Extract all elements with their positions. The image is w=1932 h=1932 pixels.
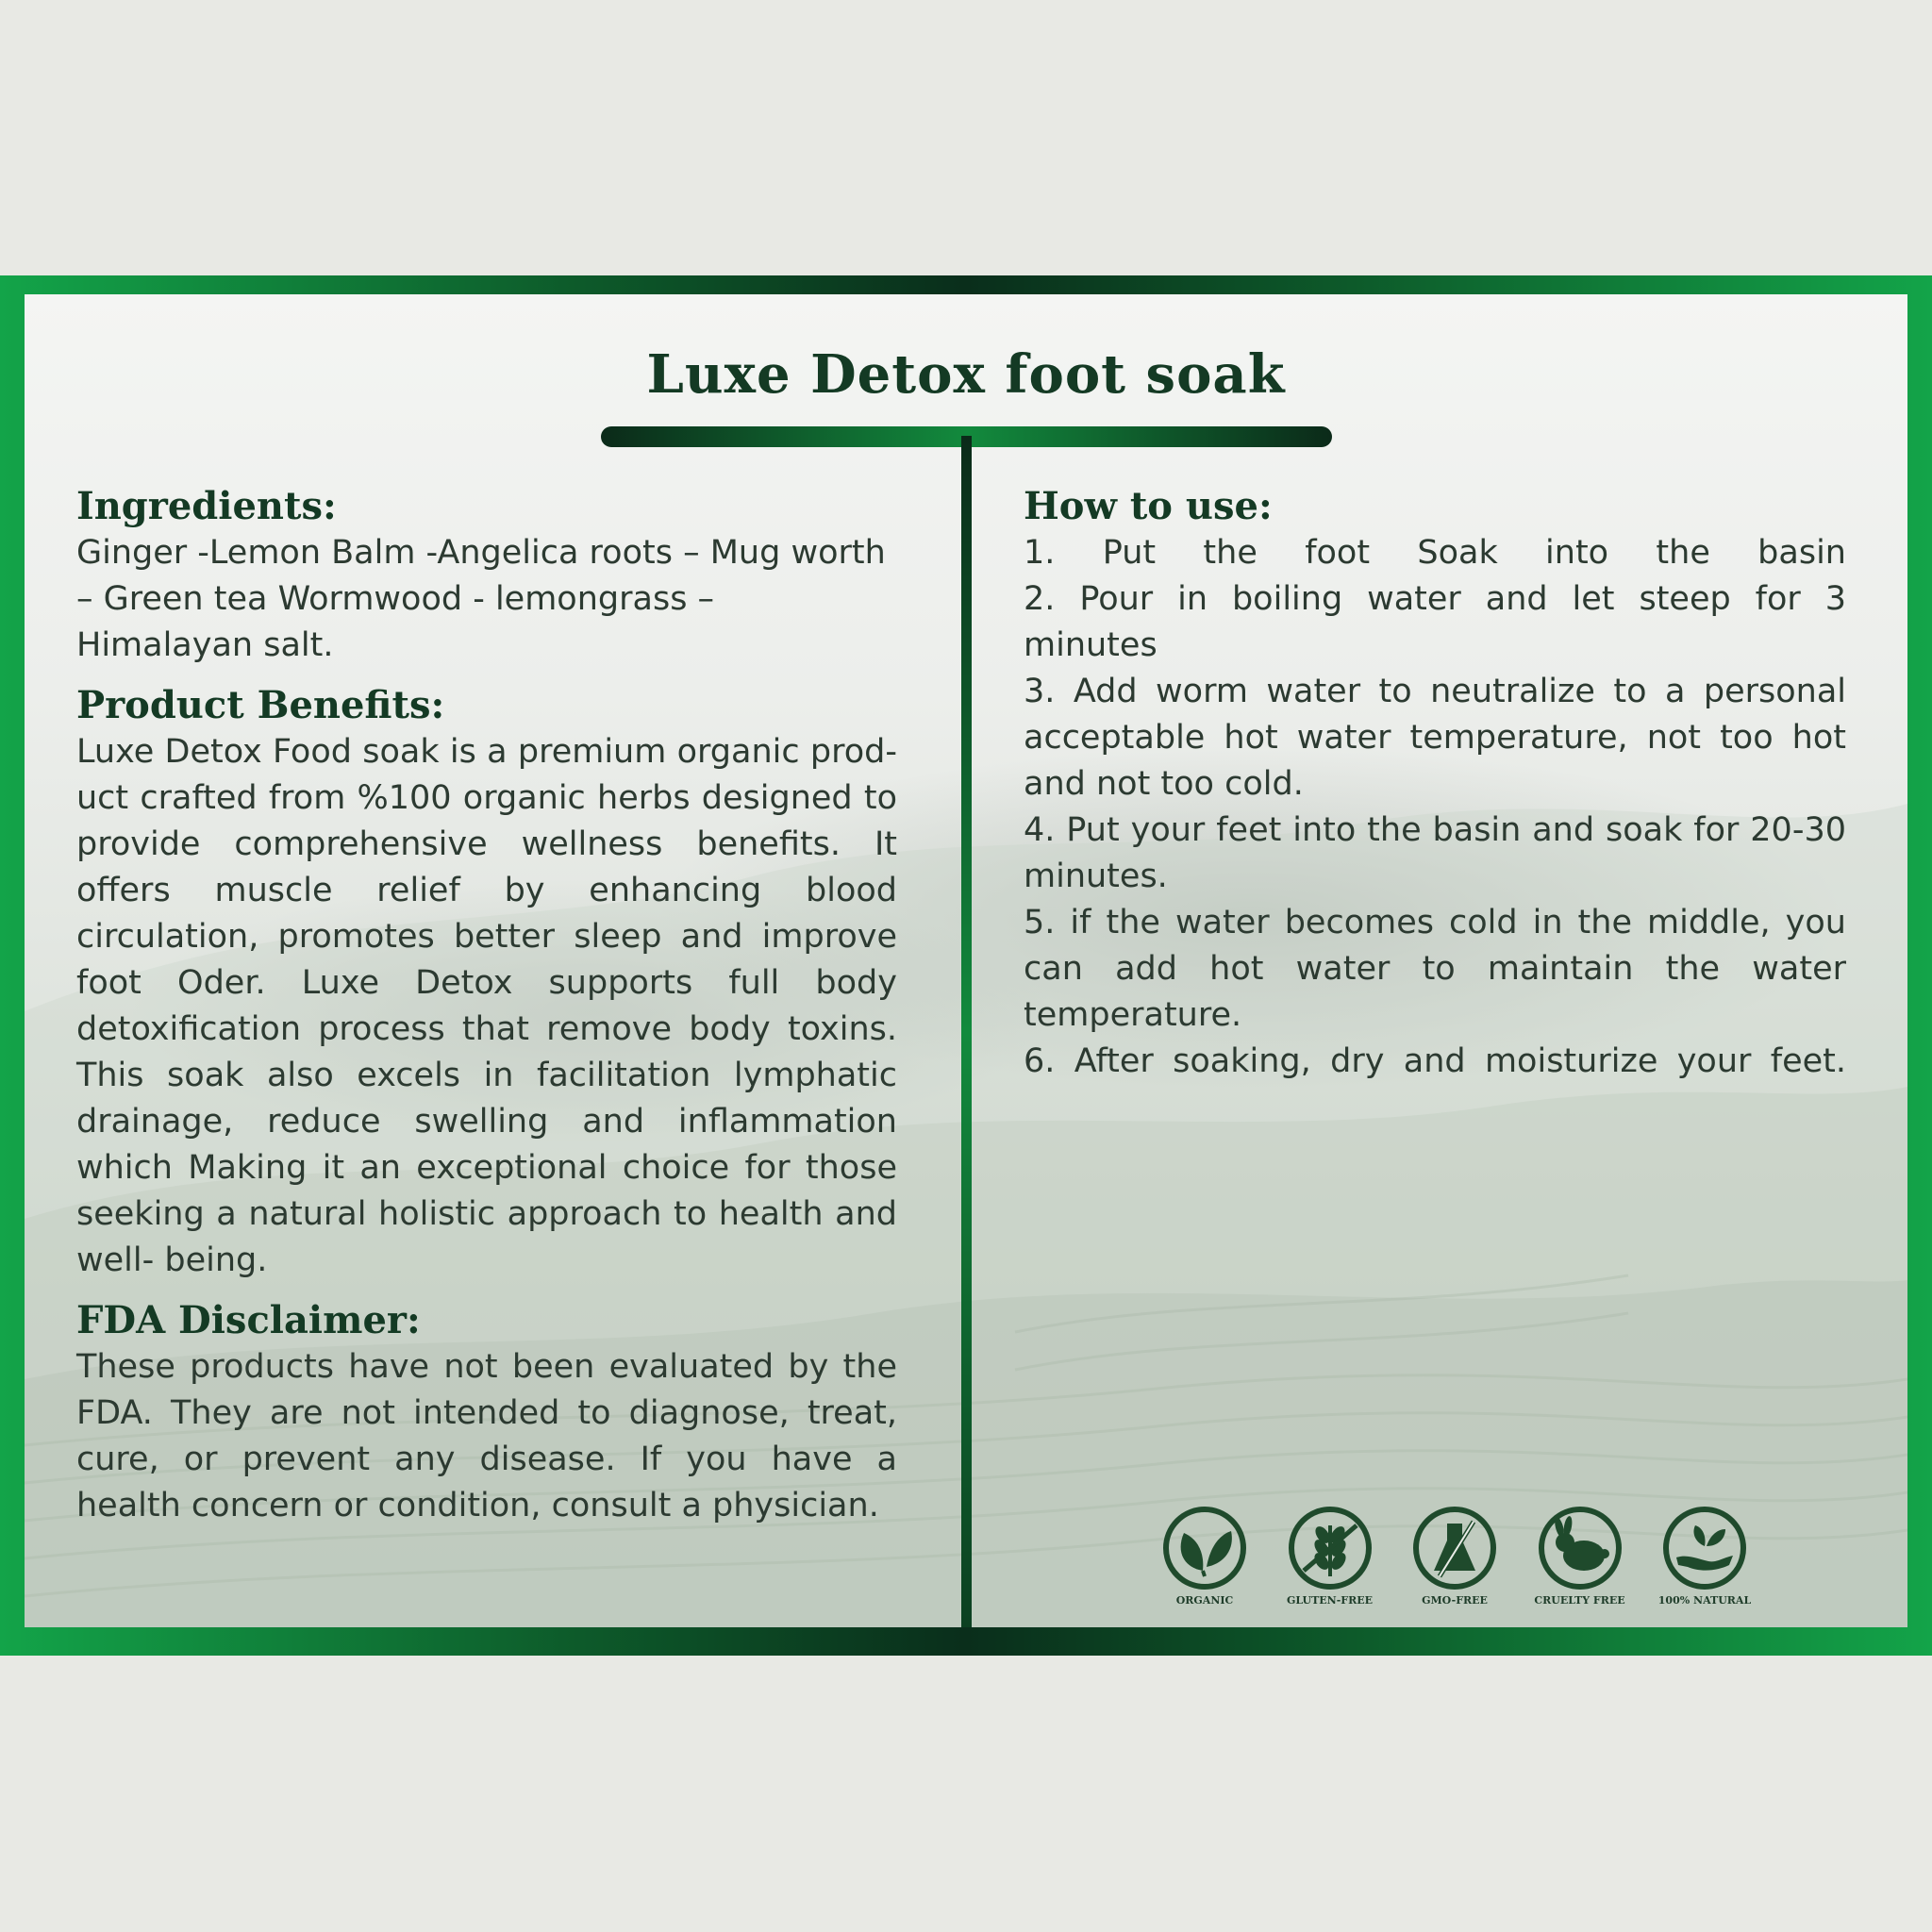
badge-label: CRUELTY FREE bbox=[1534, 1594, 1625, 1607]
wheat-crossed-icon bbox=[1287, 1505, 1374, 1591]
leaves-icon bbox=[1161, 1505, 1248, 1591]
badge-organic bbox=[1153, 1505, 1257, 1618]
badge-gmo-free bbox=[1403, 1505, 1507, 1618]
badge-label: GMO-FREE bbox=[1422, 1594, 1488, 1607]
how-to-use-heading: How to use: bbox=[1024, 484, 1273, 528]
step-item: 2. Pour in boiling water and let steep for 3 minutes bbox=[1024, 580, 1846, 664]
step-item: 3. Add worm water to neutralize to a personal acceptable hot water temperature, not too hot and not too cold. bbox=[1024, 673, 1846, 803]
label-panel bbox=[25, 294, 1907, 1627]
step-item: 1. Put the foot Soak into the basin bbox=[1024, 534, 1846, 572]
ingredients-heading: Ingredients: bbox=[76, 484, 337, 528]
disclaimer-text: These products have not been evaluated by the FDA. They are not intended to diagnose, treat, cure, or prevent any disease. If you have a health concern or condition, consult a physician. bbox=[76, 1348, 897, 1524]
badge-natural bbox=[1653, 1505, 1757, 1618]
flask-crossed-icon bbox=[1411, 1505, 1498, 1591]
column-divider bbox=[961, 436, 972, 1627]
left-column bbox=[76, 483, 897, 1542]
badge-label: 100% NATURAL bbox=[1657, 1594, 1752, 1607]
badge-label: ORGANIC bbox=[1175, 1594, 1234, 1607]
badge-gluten-free bbox=[1278, 1505, 1382, 1618]
certification-badges bbox=[1153, 1505, 1757, 1618]
ingredients-text: Ginger -Lemon Balm -Angelica roots – Mug worth – Green tea Wormwood - lemongrass – Himalayan salt. bbox=[76, 534, 886, 664]
badge-label: GLUTEN-FREE bbox=[1286, 1594, 1374, 1607]
right-column bbox=[1024, 483, 1846, 1085]
step-item: 6. After soaking, dry and moisturize your feet. bbox=[1024, 1042, 1846, 1080]
step-item: 4. Put your feet into the basin and soak for 20-30 minutes. bbox=[1024, 811, 1846, 895]
badge-cruelty-free bbox=[1528, 1505, 1632, 1618]
rabbit-icon bbox=[1537, 1505, 1624, 1591]
hand-leaf-icon bbox=[1661, 1505, 1748, 1591]
step-item: 5. if the water becomes cold in the middle, you can add hot water to maintain the water temperature. bbox=[1024, 904, 1846, 1034]
benefits-text: Luxe Detox Food soak is a premium organic prod-uct crafted from %100 organic herbs designed to provide comprehensive wellness benefits. It offers muscle relief by enhancing blood circulation, promotes better sleep and improve foot Oder. Luxe Detox supports full body detoxification process that remove body toxins. This soak also excels in facilitation lymphatic drainage, reduce swelling and inflammation which Making it an exceptional choice for those seeking a natural holistic approach to health and well- being. bbox=[76, 733, 897, 1279]
disclaimer-heading: FDA Disclaimer: bbox=[76, 1298, 421, 1342]
benefits-heading: Product Benefits: bbox=[76, 683, 445, 727]
product-title: Luxe Detox foot soak bbox=[646, 343, 1286, 406]
